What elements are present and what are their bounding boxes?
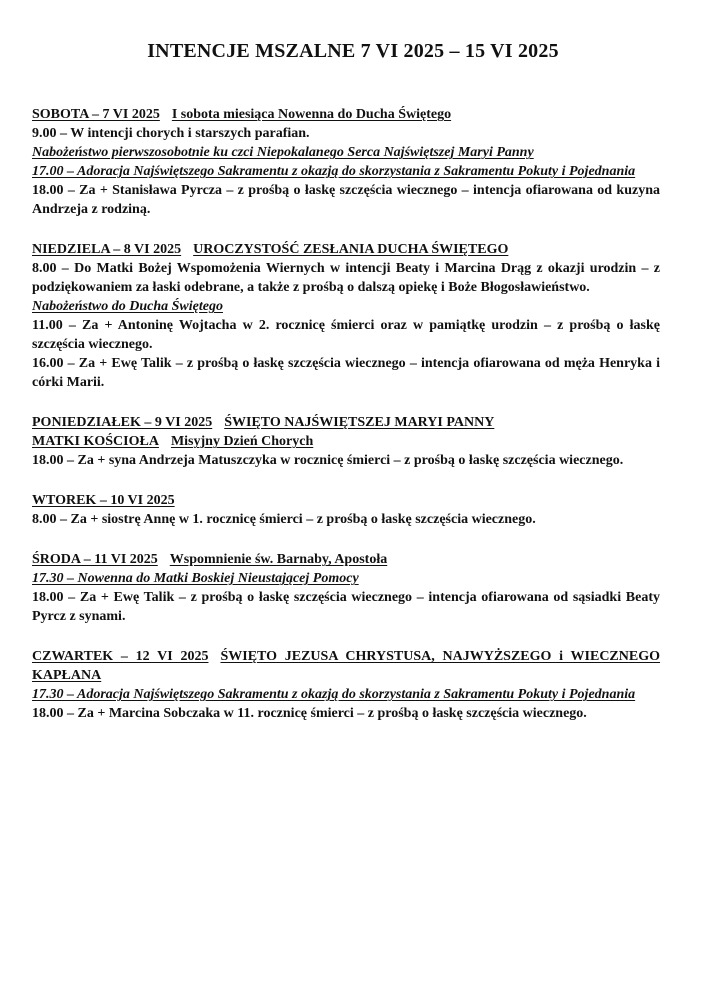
day-heading: [32, 491, 660, 510]
intentions-list: [32, 105, 660, 744]
day-heading: [32, 647, 660, 685]
day-occasion: ŚWIĘTO NAJŚWIĘTSZEJ MARYI PANNY: [224, 415, 495, 430]
service-line: Nabożeństwo pierwszosobotnie ku czci Niepokalanego Serca Najświętszej Maryi Panny: [32, 145, 534, 160]
day-section-tuesday: [32, 491, 660, 529]
day-heading: [32, 550, 660, 569]
day-heading: [32, 413, 660, 432]
intention-line: 11.00 – Za + Antoninę Wojtacha w 2. rocznicę śmierci oraz w pamiątkę urodzin – z prośbą o łaskę szczęścia wiecznego.: [32, 318, 660, 352]
service-line: 17.00 – Adoracja Najświętszego Sakramentu z okazją do skorzystania z Sakramentu Pokuty i Pojednania: [32, 164, 636, 179]
day-occasion: I sobota miesiąca Nowenna do Ducha Świętego: [171, 107, 452, 122]
intention-line: 8.00 – Do Matki Bożej Wspomożenia Wiernych w intencji Beaty i Marcina Drąg z okazji urodzin – z podziękowaniem za łaski odebrane, a także z prośbą o dalszą opiekę i Boże Błogosławieństwo.: [32, 261, 660, 295]
day-heading-continued: [32, 432, 660, 451]
day-occasion: ŚWIĘTO JEZUSA CHRYSTUSA, NAJWYŻSZEGO i WIECZNEGO KAPŁANA: [32, 649, 661, 683]
intention-line: 16.00 – Za + Ewę Talik – z prośbą o łaskę szczęścia wiecznego – intencja ofiarowana od męża Henryka i córki Marii.: [32, 356, 660, 390]
service-line: 17.30 – Adoracja Najświętszego Sakramentu z okazją do skorzystania z Sakramentu Pokuty i Pojednania: [32, 687, 636, 702]
day-date: ŚRODA – 11 VI 2025: [32, 552, 158, 567]
intention-line: 18.00 – Za + syna Andrzeja Matuszczyka w rocznicę śmierci – z prośbą o łaskę szczęścia wiecznego.: [32, 453, 624, 468]
day-section-saturday: [32, 105, 660, 219]
day-section-wednesday: [32, 550, 660, 626]
day-date: WTOREK – 10 VI 2025: [32, 493, 175, 508]
service-line: Nabożeństwo do Ducha Świętego: [32, 299, 223, 314]
day-section-monday: [32, 413, 660, 470]
day-date: PONIEDZIAŁEK – 9 VI 2025: [32, 415, 213, 430]
day-occasion-extra: Misyjny Dzień Chorych: [170, 434, 314, 449]
day-section-sunday: [32, 240, 660, 392]
day-date: SOBOTA – 7 VI 2025: [32, 107, 160, 122]
day-section-thursday: [32, 647, 660, 723]
day-occasion: UROCZYSTOŚĆ ZESŁANIA DUCHA ŚWIĘTEGO: [193, 242, 509, 257]
page-title: INTENCJE MSZALNE 7 VI 2025 – 15 VI 2025: [147, 40, 559, 62]
intention-line: 8.00 – Za + siostrę Annę w 1. rocznicę śmierci – z prośbą o łaskę szczęścia wiecznego.: [32, 512, 536, 527]
intention-line: 9.00 – W intencji chorych i starszych parafian.: [32, 126, 310, 141]
day-heading: [32, 105, 660, 124]
day-occasion: Wspomnienie św. Barnaby, Apostoła: [169, 552, 388, 567]
intention-line: 18.00 – Za + Stanisława Pyrcza – z prośbą o łaskę szczęścia wiecznego – intencja ofiarowana od kuzyna Andrzeja z rodziną.: [32, 183, 660, 217]
intention-line: 18.00 – Za + Marcina Sobczaka w 11. rocznicę śmierci – z prośbą o łaskę szczęścia wiecznego.: [32, 706, 587, 721]
day-occasion-continued: MATKI KOŚCIOŁA: [32, 434, 159, 449]
intention-line: 18.00 – Za + Ewę Talik – z prośbą o łaskę szczęścia wiecznego – intencja ofiarowana od sąsiadki Beaty Pyrcz z synami.: [32, 590, 660, 624]
day-heading: [32, 240, 660, 259]
day-date: CZWARTEK – 12 VI 2025: [32, 649, 209, 664]
day-date: NIEDZIELA – 8 VI 2025: [32, 242, 182, 257]
service-line: 17.30 – Nowenna do Matki Boskiej Nieustającej Pomocy: [32, 571, 359, 586]
